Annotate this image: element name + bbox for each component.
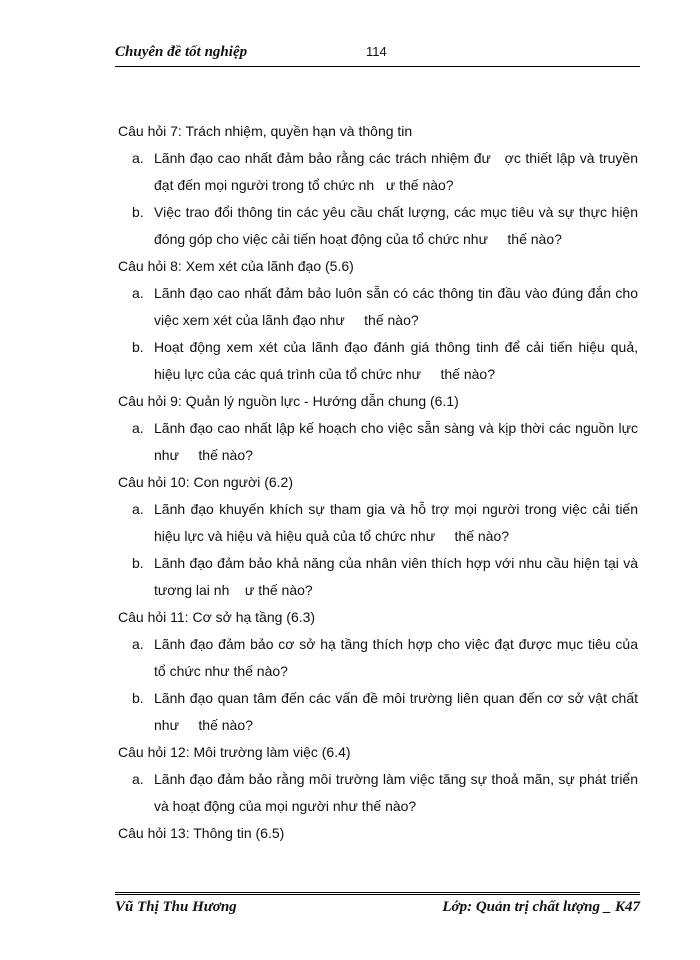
header-rule xyxy=(115,66,640,67)
item-marker: a. xyxy=(132,501,144,517)
question-title: Câu hỏi 13: Thông tin (6.5) xyxy=(118,825,285,841)
item-marker: a. xyxy=(132,285,144,301)
item-marker: a. xyxy=(132,420,144,436)
question-item xyxy=(118,280,642,334)
item-text: Lãnh đạo cao nhất đảm bảo luôn sẵn có các thông tin đầu vào đúng đắn cho việc xem xét của lãnh đạo như thế nào? xyxy=(154,285,642,328)
question-title: Câu hỏi 12: Môi trường làm việc (6.4) xyxy=(118,744,351,760)
question-item xyxy=(118,334,642,388)
item-marker: b. xyxy=(132,339,144,355)
question-item xyxy=(118,685,642,739)
item-marker: a. xyxy=(132,150,144,166)
item-marker: a. xyxy=(132,636,144,652)
question-item xyxy=(118,496,642,550)
footer-author: Vũ Thị Thu Hương xyxy=(115,899,237,915)
question-item xyxy=(118,550,642,604)
question-title: Câu hỏi 9: Quản lý nguồn lực - Hướng dẫn chung (6.1) xyxy=(118,393,459,409)
footer-rule xyxy=(115,892,640,895)
question-item xyxy=(118,766,642,820)
item-text: Lãnh đạo khuyến khích sự tham gia và hỗ trợ mọi người trong việc cải tiến hiệu lực và hiệu và hiệu quả của tổ chức như thế nào? xyxy=(154,501,642,544)
item-text: Hoạt động xem xét của lãnh đạo đánh giá thông tinh để cải tiến hiệu quả, hiệu lực của các quá trình của tổ chức như thế nào? xyxy=(154,339,642,382)
page-header xyxy=(115,42,640,68)
item-text: Lãnh đạo đảm bảo khả năng của nhân viên thích hợp với nhu cầu hiện tại và tương lai nh ư thế nào? xyxy=(154,555,642,598)
item-text: Lãnh đạo cao nhất đảm bảo rằng các trách nhiệm đư ợc thiết lập và truyền đạt đến mọi người trong tổ chức nh ư thế nào? xyxy=(154,150,642,193)
question-item xyxy=(118,199,642,253)
item-marker: b. xyxy=(132,690,144,706)
question-title: Câu hỏi 8: Xem xét của lãnh đạo (5.6) xyxy=(118,258,354,274)
question-item xyxy=(118,145,642,199)
footer-class: Lớp: Quản trị chất lượng _ K47 xyxy=(442,899,640,915)
item-text: Lãnh đạo quan tâm đến các vấn đề môi trường liên quan đến cơ sở vật chất như thế nào? xyxy=(154,690,642,733)
document-body xyxy=(118,118,642,847)
page-number: 114 xyxy=(366,44,387,59)
question-title: Câu hỏi 10: Con người (6.2) xyxy=(118,474,293,490)
item-text: Lãnh đạo đảm bảo rằng môi trường làm việc tăng sự thoả mãn, sự phát triển và hoạt động của mọi người như thế nào? xyxy=(154,771,642,814)
item-marker: b. xyxy=(132,555,144,571)
header-title: Chuyên đề tốt nghiệp xyxy=(115,44,248,60)
item-text: Việc trao đổi thông tin các yêu cầu chất lượng, các mục tiêu và sự thực hiện đóng góp cho việc cải tiến hoạt động của tổ chức như thế nào? xyxy=(154,204,642,247)
item-marker: b. xyxy=(132,204,144,220)
question-item xyxy=(118,415,642,469)
question-title: Câu hỏi 7: Trách nhiệm, quyền hạn và thông tin xyxy=(118,123,413,139)
item-text: Lãnh đạo đảm bảo cơ sở hạ tầng thích hợp cho việc đạt được mục tiêu của tổ chức như thế nào? xyxy=(154,636,642,679)
question-title: Câu hỏi 11: Cơ sở hạ tầng (6.3) xyxy=(118,609,316,625)
item-marker: a. xyxy=(132,771,144,787)
page-footer xyxy=(115,896,640,920)
question-item xyxy=(118,631,642,685)
item-text: Lãnh đạo cao nhất lập kế hoạch cho việc sẵn sàng và kịp thời các nguồn lực như thế nào? xyxy=(154,420,642,463)
